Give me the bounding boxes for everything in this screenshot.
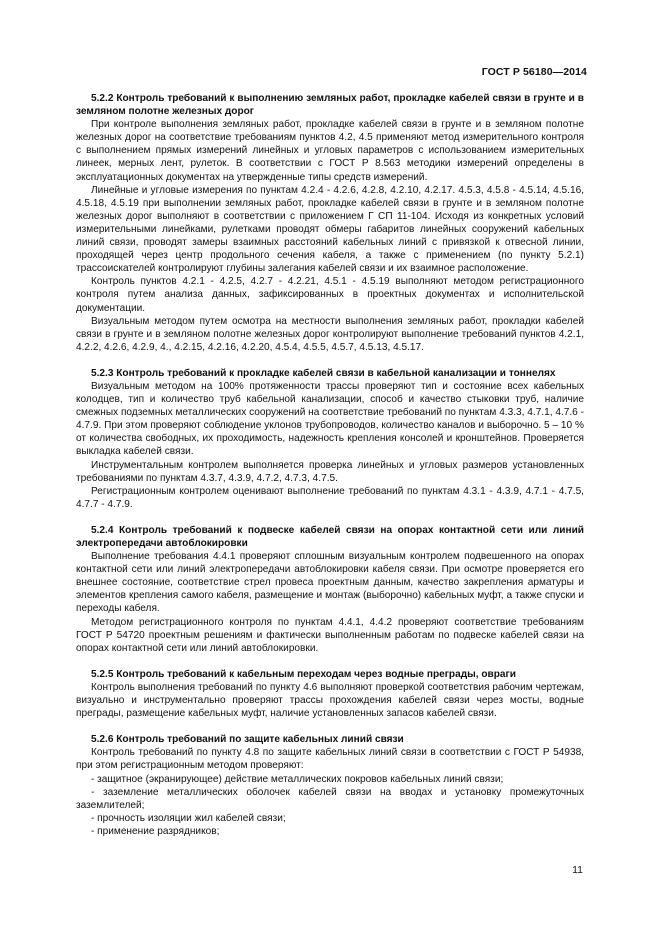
paragraph: Контроль пунктов 4.2.1 - 4.2.5, 4.2.7 - 4.2.21, 4.5.1 - 4.5.19 выполняют методом регистрационного контроля путем анализа данных, зафиксированных в проектных документах и исполнительской документации. [76,276,584,314]
paragraph: Визуальным методом на 100% протяженности трассы проверяют тип и состояние всех кабельных колодцев, тип и количество труб кабельной канализации, способ и качество стыковки труб, наличие смежных подземных металлических сооружений на соответствие требований по пунктам 4.3.3, 4.7.1, 4.7.6 - 4.7.9. При этом проверяют соблюдение уклонов трубопроводов, количество каналов и выборочно. 5 – 10 % от количества свободных, их проходимость, надежность крепления консолей и кронштейнов. Проверяется выкладка кабелей связи. [76,380,584,458]
section-5-2-5 [76,668,584,720]
paragraph: Методом регистрационного контроля по пунктам 4.4.1, 4.4.2 проверяют соответствие требованиям ГОСТ Р 54720 проектным решениям и фактически выполненным работам по подвеске кабелей связи на опорах контактной сети или линий автоблокировки. [76,616,584,654]
paragraph: Выполнение требования 4.4.1 проверяют сплошным визуальным контролем подвешенного на опорах контактной сети или линий электропередачи автоблокировки кабеля связи. При осмотре проверяется его внешнее состояние, соответствие стрел провеса проектным данным, качество закрепления арматуры и элементов крепления самого кабеля, размещение и монтаж (выборочно) кабельных муфт, а также спуски и переходы кабеля. [76,551,584,615]
section-heading: 5.2.4 Контроль требований к подвеске кабелей связи на опорах контактной сети или линий электропередачи автоблокировки [76,524,584,549]
section-heading: 5.2.3 Контроль требований к прокладке кабелей связи в кабельной канализации и тоннелях [91,367,556,379]
section-5-2-2 [76,92,584,354]
section-5-2-4 [76,524,584,655]
section-5-2-6 [76,733,584,838]
paragraph: Контроль требований по пункту 4.8 по защите кабельных линий связи в соответствии с ГОСТ Р 54938, при этом регистрационным методом проверяют: [76,747,584,772]
list-item: - заземление металлических оболочек кабелей связи на вводах и установку промежуточных заземлителей; [76,786,584,811]
document-code: ГОСТ Р 56180—2014 [481,66,587,78]
document-body [76,92,584,838]
page-number: 11 [572,864,583,876]
list-item: - прочность изоляции жил кабелей связи; [91,812,286,824]
paragraph: Визуальным методом путем осмотра на местности выполнения земляных работ, прокладки кабелей связи в грунте и в земляном полотне железных дорог контролируют выполнение требований пунктов 4.2.1, 4.2.2, 4.2.6, 4.2.9, 4., 4.2.15, 4.2.16, 4.2.20, 4.5.4, 4.5.5, 4.5.7, 4.5.13, 4.5.17. [76,315,584,353]
paragraph: Линейные и угловые измерения по пунктам 4.2.4 - 4.2.6, 4.2.8, 4.2.10, 4.2.17. 4.5.3, 4.5.8 - 4.5.14, 4.5.16, 4.5.18, 4.5.19 при выполнении земляных работ, прокладке кабелей связи в грунте и в земляном полотне железных дорог выполняют в соответствии с приложением Г СП 11-104. Исходя из конкретных условий измерительными линейками, рулетками проводят обмеры габаритов линейных сооружений кабельных линий связи, проводят замеры взаимных расстояний кабельных линий с привязкой к отвесной линии, проходящей через центр продольного сечения кабеля, а также с применением (по пункту 5.2.1) трассоискателей контролируют глубины залегания кабелей связи и их взаимное расположение. [76,184,584,275]
list-item: - применение разрядников; [91,825,220,837]
paragraph: При контроле выполнения земляных работ, прокладке кабелей связи в грунте и в земляном полотне железных дорог на соответствие требованиям пунктов 4.2, 4.5 применяют метод измерительного контроля с выполнением прямых измерений линейных и угловых параметров с использованием измерительных линеек, мерных лент, рулеток. В соответствии с ГОСТ Р 8.563 методики измерений определены в эксплуатационных документах на утвержденные типы средств измерений. [76,119,584,183]
paragraph: Регистрационным контролем оценивают выполнение требований по пунктам 4.3.1 - 4.3.9, 4.7.1 - 4.7.5, 4.7.7 - 4.7.9. [76,485,584,510]
section-heading: 5.2.6 Контроль требований по защите кабельных линий связи [91,734,404,746]
section-heading: 5.2.2 Контроль требований к выполнению земляных работ, прокладке кабелей связи в грунте и в земляном полотне железных дорог [76,93,584,118]
list-item: - защитное (экранирующее) действие металлических покровов кабельных линий связи; [91,773,504,785]
section-5-2-3 [76,367,584,511]
paragraph: Инструментальным контролем выполняется проверка линейных и угловых размеров установленных требованиями по пунктам 4.3.7, 4.3.9, 4.7.2, 4.7.3, 4.7.5. [76,459,584,484]
paragraph: Контроль выполнения требований по пункту 4.6 выполняют проверкой соответствия рабочим чертежам, визуально и инструментально проверяют трассы прохождения кабелей связи через мосты, водные преграды, размещение кабельных муфт, наличие установленных запасов кабелей связи. [76,681,584,720]
section-heading: 5.2.5 Контроль требований к кабельным переходам через водные преграды, овраги [91,668,516,680]
